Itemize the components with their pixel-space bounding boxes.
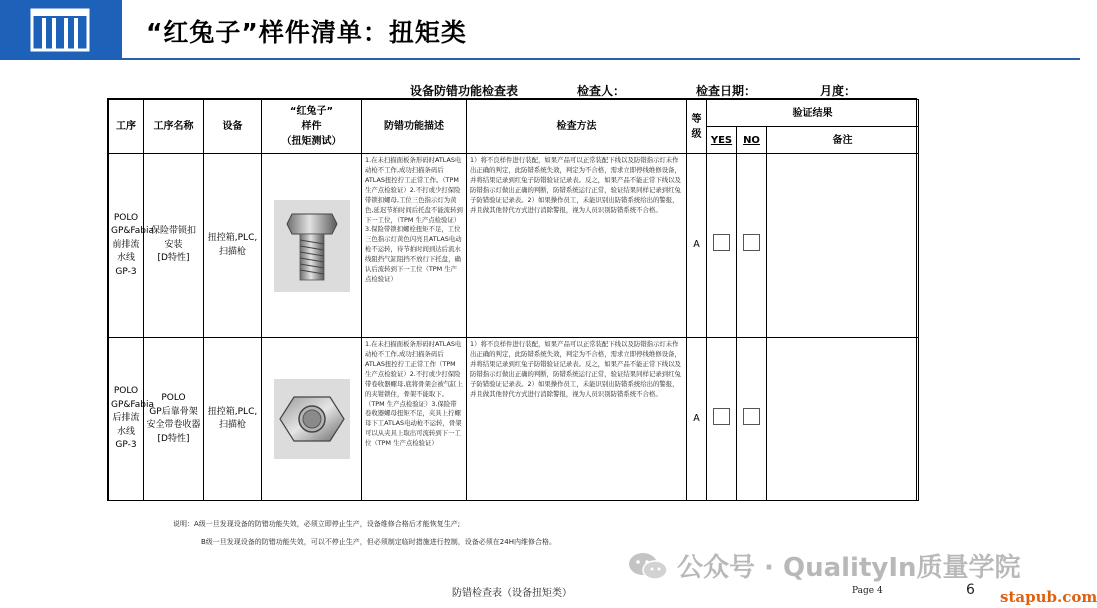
row-process: POLO GP&Fabia后排流水线GP-3 [109,338,144,501]
col-yes: YES [707,127,737,154]
slide-number: 6 [966,582,975,598]
yes-checkbox[interactable] [713,408,730,425]
row-sample-photo [262,154,362,338]
process-name-line: POLO [161,393,186,403]
row-equipment: 扭控箱,PLC,扫描枪 [204,154,262,338]
row-remark[interactable] [767,154,919,338]
no-checkbox[interactable] [743,234,760,251]
page-number: Page 4 [852,586,883,596]
col-verify: 验证结果 [707,100,919,127]
company-logo [0,0,122,60]
checklist-table [107,98,917,501]
process-name-line: [D特性] [157,433,190,444]
row-process-name [144,338,204,501]
row-process-name [144,154,204,338]
footer-form-name: 防错检查表（设备扭矩类） [452,588,572,599]
col-function: 防错功能描述 [362,100,467,154]
col-process: 工序 [109,100,144,154]
process-name-line: 安装 [164,239,183,250]
logo-icon [30,8,90,52]
process-name-line: [D特性] [157,253,190,264]
col-grade: 等级 [687,100,707,154]
row-function: 1.在未扫描面板条形码时ATLAS电动枪不工作,成功扫描条码后ATLAS扭控拧工正常工作。（TPM 生产点检验证）2.不打或少打保险带锁扣螺母,工位三色指示灯为黄色,延迟节拍时间后托盘不能流转到下一工位，（TPM 生产点检验证）3.保险带锁扣螺栓扭矩不足，工位三色指示灯黄色闪亮且ATLAS电动枪不运转，待节拍时间到达后流水线阻挡气缸阻挡不放行下托盘，确认后流转到下一工位（TPM 生产点检验证） [362,154,467,338]
month-label: 月度： [820,84,857,98]
watermark [627,547,1021,584]
note-line: B级一旦发现设备的防错功能失效，可以不停止生产，但必须制定临时措施进行控制，设备必须在24H内维修合格。 [201,538,556,546]
row-equipment: 扭控箱,PLC,扫描枪 [204,338,262,501]
date-label: 检查日期： [696,84,757,98]
row-method: 1）将不良样件进行装配，如果产品可以正常装配下线以及防错指示灯未作出正确的判定，此防错系统失效，判定为不合格，需求立即停线维修设备，并将结果记录到红兔子防错验证记录表。反之，如果产品不能正常下线以及防错指示灯做出正确的判断，防错系统运行正常，验证结果同样记录到红兔子防错验证记录表。2）如果操作员工，未能识别出防错系统给出的警报，并且做其他替代方式进行消除警报，视为人员识别防错系统不合格。 [467,338,687,501]
row-function: 1.在未扫描面板条形码时ATLAS电动枪不工作,成功扫描条码后ATLAS扭控拧工正常工作（TPM 生产点检验证）2.不打或少打保险带卷收器螺母,底将骨架会被气缸上的夹钳锁住，骨架不能取下。（TPM 生产点检验证）3.保险带卷收器螺母扭矩不足，夹具上拧螺母下工ATLAS电动枪不运转，骨架可以从夹具上取出可流转到下一工位（TPM 生产点检验证） [362,338,467,501]
row-yes [707,338,737,501]
inspector-label: 检查人： [577,84,626,98]
site-watermark: stapub.com [1000,588,1097,606]
notes [173,515,556,551]
bolt-icon [282,206,342,286]
table-row [109,154,919,338]
table-row [109,338,919,501]
row-no [737,154,767,338]
col-method: 检查方法 [467,100,687,154]
process-name-line: 保险带锁扣 [150,226,196,237]
wechat-icon [627,551,669,581]
header-row [109,100,919,127]
row-no [737,338,767,501]
process-name-line: GP后靠骨架 [149,406,198,417]
header-divider [122,58,1080,60]
bolt-photo [274,200,350,292]
row-grade: A [687,338,707,501]
row-remark[interactable] [767,338,919,501]
sample-header-line1: “红兔子” [289,106,334,117]
col-no: NO [737,127,767,154]
note-line: 说明：A级一旦发现设备的防错功能失效，必须立即停止生产，设备维修合格后才能恢复生产; [173,520,461,528]
watermark-text: 公众号 · QualityIn质量学院 [677,553,1021,583]
col-process-name: 工序名称 [144,100,204,154]
col-remark: 备注 [767,127,919,154]
sample-header-line2: 样件 [301,121,322,132]
form-title: 设备防错功能检查表 [410,84,519,98]
row-process: POLO GP&Fabia前排流水线GP-3 [109,154,144,338]
nut-photo [274,379,350,459]
top-bar [0,0,1080,60]
row-yes [707,154,737,338]
col-sample [262,100,362,154]
sample-header-line3: （扭矩测试） [281,136,342,147]
nut-icon [276,391,348,447]
yes-checkbox[interactable] [713,234,730,251]
row-grade: A [687,154,707,338]
process-name-line: 安全带卷收器 [146,420,201,430]
page-title: “红兔子”样件清单：扭矩类 [146,18,467,47]
row-sample-photo [262,338,362,501]
no-checkbox[interactable] [743,408,760,425]
row-method: 1）将不良样件进行装配，如果产品可以正常装配下线以及防错指示灯未作出正确的判定，此防错系统失效，判定为不合格，需求立即停线维修设备，并将结果记录到红兔子防错验证记录表。反之，如果产品不能正常下线以及防错指示灯做出正确的判断，防错系统运行正常，验证结果同样记录到红兔子防错验证记录表。2）如果操作员工，未能识别出防错系统给出的警报，并且做其他替代方式进行消除警报，视为人员识别防错系统不合格。 [467,154,687,338]
col-equipment: 设备 [204,100,262,154]
